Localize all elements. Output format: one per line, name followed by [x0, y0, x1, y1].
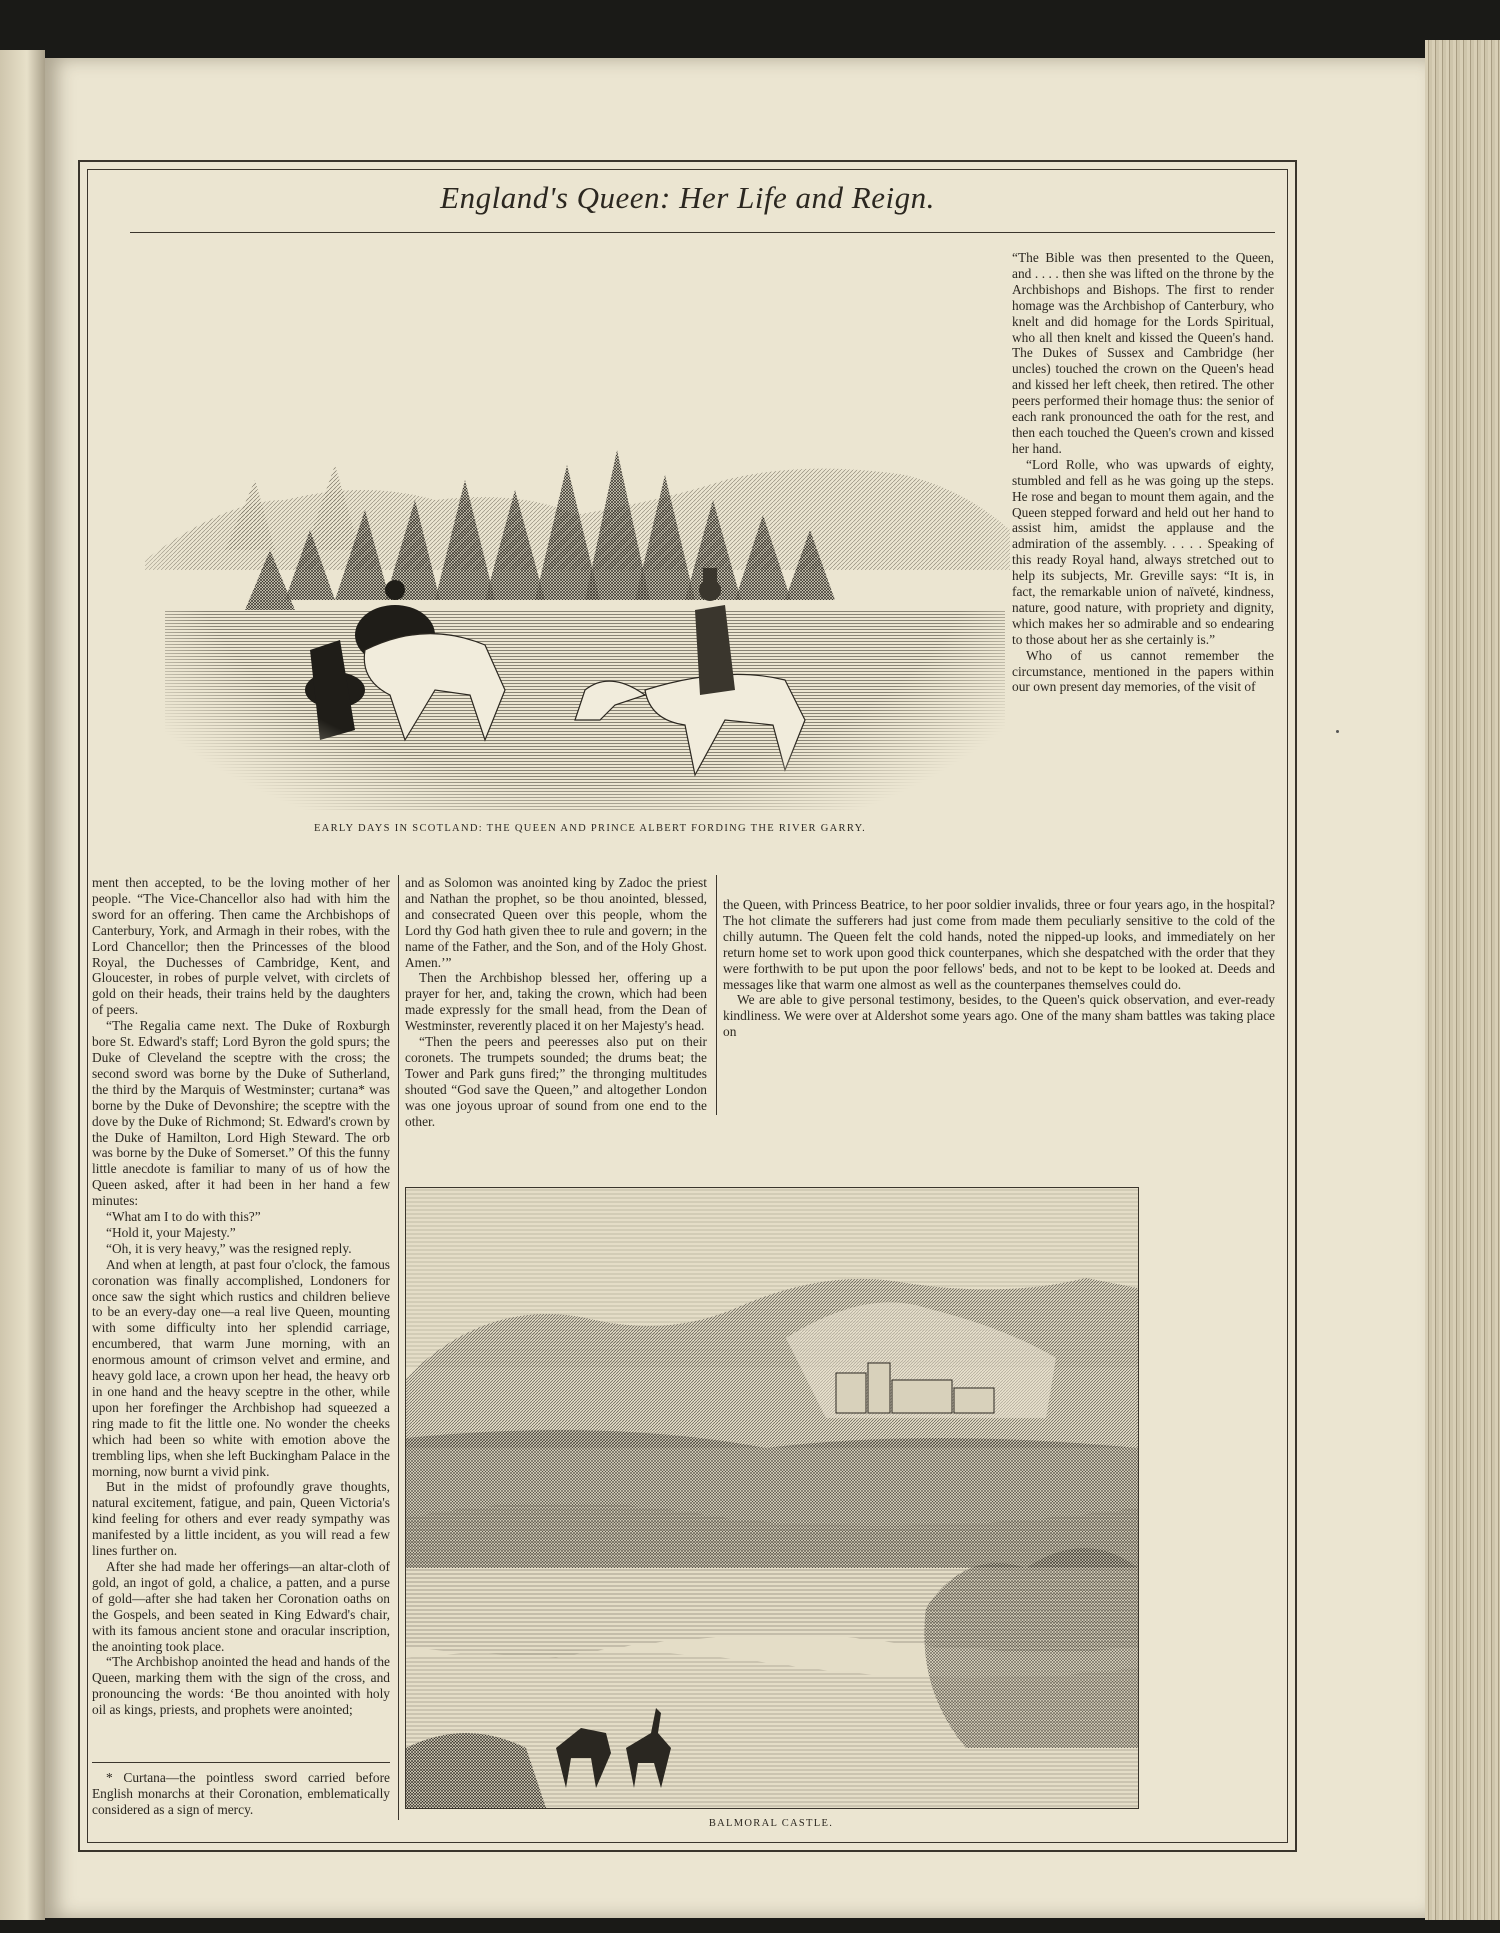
column-2-paragraph: and as Solomon was anointed king by Zadoc the priest and Nathan the prophet, so be thou anointed, blessed, and consecrated Queen over this people, whom the Lord thy God hath given thee to rule and govern; in the name of the Father, and the Son, and of the Holy Ghost. Amen.’” [405, 875, 707, 970]
column-1-paragraph: “Hold it, your Majesty.” [106, 1224, 236, 1240]
header-rule [130, 232, 1275, 233]
fording-river-illustration [105, 250, 1060, 830]
column-1-paragraph: “Oh, it is very heavy,” was the resigned reply. [106, 1240, 352, 1256]
column-1-paragraph: “The Archbishop anointed the head and hands of the Queen, marking them with the sign of the cross, and pronouncing the words: ‘Be thou anointed with holy oil as kings, priests, and prophets were anointed; [92, 1654, 390, 1718]
page-title: England's Queen: Her Life and Reign. [440, 180, 935, 215]
left-page-edge [0, 50, 45, 1920]
page-mark [1336, 730, 1339, 733]
bottom-illustration-caption: BALMORAL CASTLE. [708, 1818, 834, 1829]
right-column-paragraph: “The Bible was then presented to the Queen, and . . . . then she was lifted on the throne by the Archbishops and Bishops. The first to render homage was the Archbishop of Canterbury, who knelt and did homage for the Lords Spiritual, who all then knelt and kissed the Queen's hand. The Dukes of Sussex and Cambridge (her uncles) touched the crown on the Queen's head and kissed her left cheek, then retired. The other peers performed their homage thus: the senior of each rank pronounced the oath for the rest, and then each touched the Queen's crown and kissed her hand. [1012, 250, 1274, 456]
column-3-text [723, 897, 1275, 1040]
column-1-text [92, 875, 390, 1718]
footnote-rule [92, 1762, 390, 1763]
right-column-paragraph: Who of us cannot remember the circumstance, mentioned in the papers within our own present day memories, of the visit of [1012, 647, 1274, 695]
column-3-paragraph: the Queen, with Princess Beatrice, to her poor soldier invalids, three or four years ago, in the hospital? The hot climate the sufferers had just come from made them peculiarly sensitive to the cold of the chilly autumn. The Queen felt the cold hands, noted the nipped-up looks, and immediately on her return home set to work upon good thick counterpanes, which she despatched with the order that they were forthwith to be put upon the poor fellows' beds, and not to be kept to be looked at. Deeds and messages like that warm one almost as well as the counterpanes themselves could do. [723, 897, 1275, 992]
right-column-paragraph: “Lord Rolle, who was upwards of eighty, stumbled and fell as he was going up the steps. He rose and began to mount them again, and the Queen stepped forward and held out her hand to assist him, amidst the applause and the admiration of the assembly. . . . . Speaking of this ready Royal hand, always stretched out to help its subjects, Mr. Greville says: “It is, in fact, the remarkable union of naïveté, kindness, nature, good nature, with propriety and dignity, which makes her so admirable and so endearing to those about her as she certainly is.” [1012, 456, 1274, 647]
column-2-paragraph: “Then the peers and peeresses also put on their coronets. The trumpets sounded; the drums beat; the Tower and Park guns fired;” the thronging multitudes shouted “God save the Queen,” and altogether London was one joyous uproar of sound from one end to the other. [405, 1034, 707, 1129]
footnote-text: * Curtana—the pointless sword carried before English monarchs at their Coronation, emblematically considered as a sign of mercy. [92, 1770, 390, 1817]
page-edges [1425, 40, 1500, 1920]
column-1-paragraph: And when at length, at past four o'clock, the famous coronation was finally accomplished, Londoners for once saw the sight which rustics and children believe to be an every-day one—a real live Queen, mounting with some difficulty into her splendid carriage, encumbered, that warm June morning, with an enormous amount of crimson velvet and ermine, and heavy gold lace, a crown upon her head, the heavy orb in one hand and the heavy sceptre in the other, while upon her forefinger the Archbishop had squeezed a ring made to fit the little one. No wonder the cheeks which had been so white with emotion above the trembling lips, when she left Buckingham Palace in the morning, now burnt a vivid pink. [92, 1256, 390, 1479]
right-column-text [1012, 250, 1274, 695]
footnote [92, 1770, 390, 1818]
column-1-paragraph: “The Regalia came next. The Duke of Roxburgh bore St. Edward's staff; Lord Byron the gold spurs; the Duke of Cleveland the sceptre with the cross; the second sword was borne by the Duke of Sutherland, the third by the Marquis of Westminster; curtana* was borne by the Duke of Devonshire; the sceptre with the dove by the Duke of Richmond; St. Edward's crown by the Duke of Hamilton, Lord High Steward. The orb was borne by the Duke of Somerset.” Of this the funny little anecdote is familiar to many of us of how the Queen asked, after it had been in her hand a few minutes: [92, 1018, 390, 1209]
balmoral-castle-illustration [405, 1187, 1139, 1809]
column-divider-1 [398, 875, 399, 1820]
column-1-paragraph: After she had made her offerings—an altar-cloth of gold, an ingot of gold, a chalice, a patten, and a purse of gold—after she had taken her Coronation oaths on the Gospels, and been seated in King Edward's chair, with its famous ancient stone and oracular inscription, the anointing took place. [92, 1558, 390, 1654]
column-1-paragraph: ment then accepted, to be the loving mother of her people. “The Vice-Chancellor also had with him the sword for an offering. Then came the Archbishops of Canterbury, York, and Armagh in their robes, with the Lord Chancellor; then the Princesses of the blood Royal, the Duchesses of Cambridge, Kent, and Gloucester, in robes of purple velvet, with circlets of gold on their heads, their trains held by the daughters of peers. [92, 875, 390, 1018]
column-divider-2 [716, 875, 717, 1115]
page-frame [78, 160, 1297, 1852]
column-1-paragraph: “What am I to do with this?” [106, 1209, 261, 1225]
column-3-paragraph: We are able to give personal testimony, besides, to the Queen's quick observation, and ever-ready kindliness. We were over at Aldershot some years ago. One of the many sham battles was taking place on [723, 992, 1275, 1040]
column-2-paragraph: Then the Archbishop blessed her, offering up a prayer for her, and, taking the crown, which had been made expressly for the small head, from the Dean of Westminster, reverently placed it on her Majesty's head. [405, 970, 707, 1034]
column-1-paragraph: But in the midst of profoundly grave thoughts, natural excitement, fatigue, and pain, Queen Victoria's kind feeling for others and ever ready sympathy was manifested by a little incident, as you will read a few lines further on. [92, 1479, 390, 1559]
column-2-text [405, 875, 707, 1130]
top-illustration-caption: EARLY DAYS IN SCOTLAND: THE QUEEN AND PRINCE ALBERT FORDING THE RIVER GARRY. [313, 823, 867, 834]
